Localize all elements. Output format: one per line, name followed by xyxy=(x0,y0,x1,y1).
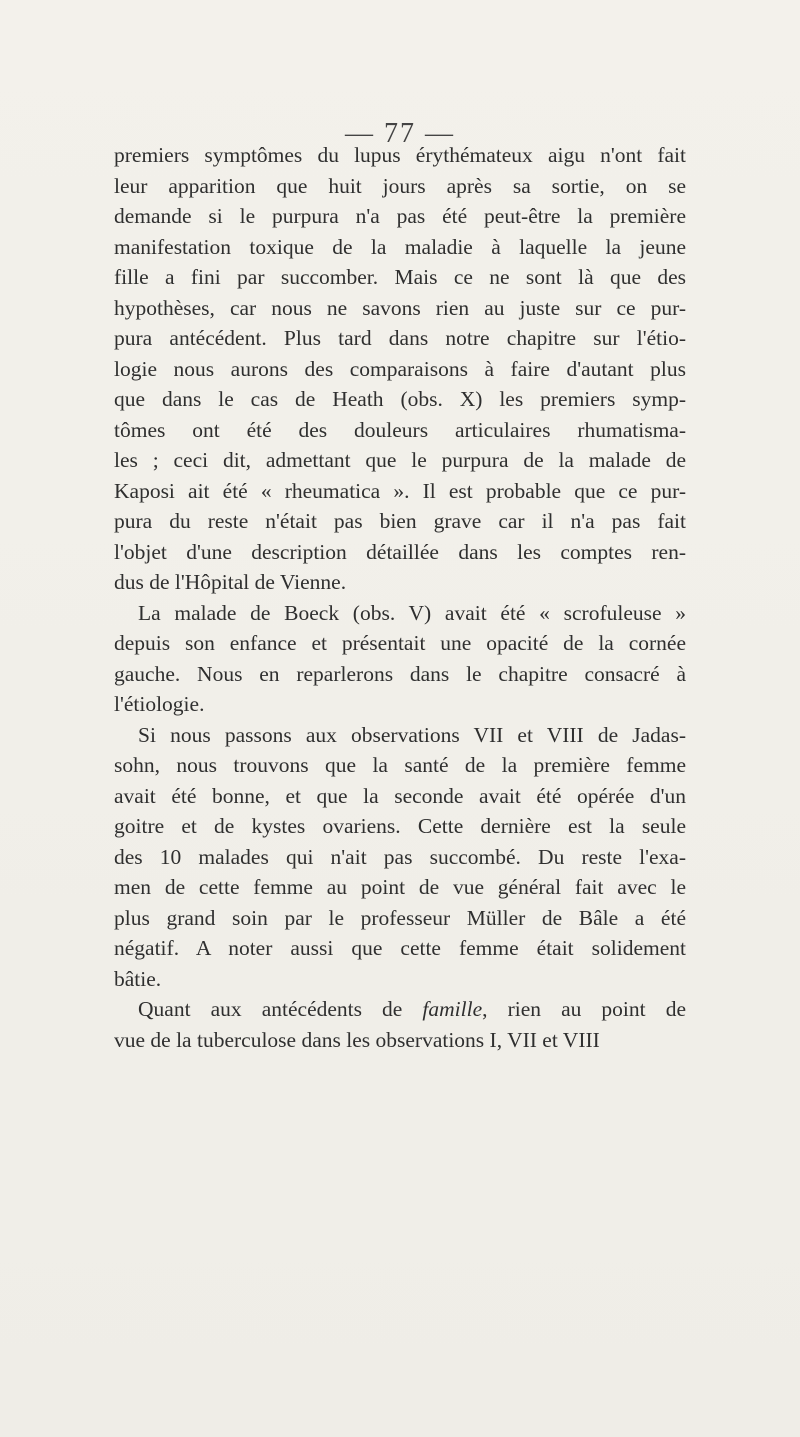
text-line: plus grand soin par le professeur Müller de Bâle a été xyxy=(114,905,686,930)
text-line: logie nous aurons des comparaisons à faire d'autant plus xyxy=(114,356,686,381)
page-number: — 77 — xyxy=(345,118,455,149)
text-line: bâtie. xyxy=(114,966,162,991)
text-line: tômes ont été des douleurs articulaires rhumatisma- xyxy=(114,417,686,442)
text-line: sohn, nous trouvons que la santé de la première femme xyxy=(114,753,686,777)
text-line: dus de l'Hôpital de Vienne. xyxy=(114,570,347,594)
text-line: premiers symptômes du lupus érythémateux aigu n'ont fait xyxy=(114,143,686,167)
text-line: négatif. A noter aussi que cette femme était solidement xyxy=(114,936,686,960)
text-line: des 10 malades qui n'ait pas succombé. Du reste l'exa- xyxy=(114,844,686,869)
text-line: Si nous passons aux observations VII et VIII de Jadas- xyxy=(138,722,686,747)
text-line: La malade de Boeck (obs. V) avait été « scrofuleuse » xyxy=(138,600,686,625)
text-line: pura antécédent. Plus tard dans notre chapitre sur l'étio- xyxy=(114,326,686,350)
text-line: l'étiologie. xyxy=(114,692,205,716)
text-line: Quant aux antécédents de famille, rien au point de xyxy=(138,997,686,1021)
text-line: l'objet d'une description détaillée dans les comptes ren- xyxy=(114,539,686,564)
text-line: leur apparition que huit jours après sa sortie, on se xyxy=(114,173,686,198)
text-line: gauche. Nous en reparlerons dans le chapitre consacré à xyxy=(114,661,686,686)
text-line: fille a fini par succomber. Mais ce ne sont là que des xyxy=(114,265,686,289)
text-line: avait été bonne, et que la seconde avait été opérée d'un xyxy=(114,783,686,808)
text-line: men de cette femme au point de vue général fait avec le xyxy=(114,875,686,899)
text-line: hypothèses, car nous ne savons rien au juste sur ce pur- xyxy=(114,295,686,320)
text-line: vue de la tuberculose dans les observations I, VII et VIII xyxy=(114,1027,600,1052)
text-line: depuis son enfance et présentait une opacité de la cornée xyxy=(114,631,686,655)
italic-word: famille xyxy=(422,997,483,1021)
text-line: pura du reste n'était pas bien grave car il n'a pas fait xyxy=(114,509,686,533)
text-line: manifestation toxique de la maladie à laquelle la jeune xyxy=(114,234,686,259)
text-line: les ; ceci dit, admettant que le purpura de la malade de xyxy=(114,448,686,472)
text-line: que dans le cas de Heath (obs. X) les premiers symp- xyxy=(114,387,686,411)
body-text xyxy=(114,140,686,1055)
text-line: goitre et de kystes ovariens. Cette dernière est la seule xyxy=(114,814,686,838)
text-line: Kaposi ait été « rheumatica ». Il est probable que ce pur- xyxy=(114,478,686,503)
text-line: demande si le purpura n'a pas été peut-être la première xyxy=(114,204,686,228)
